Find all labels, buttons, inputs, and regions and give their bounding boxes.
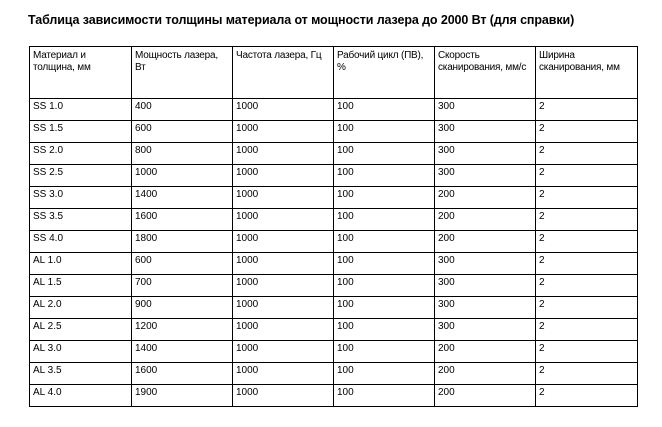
cell-laser-frequency: 1000 bbox=[233, 297, 334, 319]
cell-laser-power: 1400 bbox=[132, 341, 233, 363]
cell-scan-width: 2 bbox=[536, 209, 638, 231]
cell-scan-width: 2 bbox=[536, 187, 638, 209]
cell-laser-frequency: 1000 bbox=[233, 385, 334, 407]
cell-material: AL 3.5 bbox=[30, 363, 132, 385]
cell-duty-cycle: 100 bbox=[334, 121, 435, 143]
table-row bbox=[30, 341, 638, 363]
cell-laser-power: 600 bbox=[132, 121, 233, 143]
cell-duty-cycle: 100 bbox=[334, 319, 435, 341]
header-material: Материал и толщина, мм bbox=[30, 47, 132, 99]
cell-scan-width: 2 bbox=[536, 275, 638, 297]
header-row bbox=[30, 47, 638, 99]
cell-duty-cycle: 100 bbox=[334, 187, 435, 209]
table-row bbox=[30, 363, 638, 385]
cell-laser-frequency: 1000 bbox=[233, 341, 334, 363]
cell-scan-width: 2 bbox=[536, 319, 638, 341]
cell-scan-speed: 300 bbox=[435, 253, 536, 275]
cell-laser-power: 1600 bbox=[132, 209, 233, 231]
table-row bbox=[30, 231, 638, 253]
cell-scan-width: 2 bbox=[536, 363, 638, 385]
cell-duty-cycle: 100 bbox=[334, 341, 435, 363]
cell-laser-power: 1800 bbox=[132, 231, 233, 253]
cell-material: SS 1.5 bbox=[30, 121, 132, 143]
cell-laser-power: 900 bbox=[132, 297, 233, 319]
cell-scan-speed: 300 bbox=[435, 165, 536, 187]
cell-laser-power: 1200 bbox=[132, 319, 233, 341]
cell-material: AL 1.5 bbox=[30, 275, 132, 297]
cell-laser-frequency: 1000 bbox=[233, 275, 334, 297]
cell-laser-frequency: 1000 bbox=[233, 253, 334, 275]
table-row bbox=[30, 253, 638, 275]
cell-laser-power: 1900 bbox=[132, 385, 233, 407]
cell-duty-cycle: 100 bbox=[334, 165, 435, 187]
cell-laser-frequency: 1000 bbox=[233, 165, 334, 187]
cell-scan-width: 2 bbox=[536, 253, 638, 275]
cell-material: AL 2.5 bbox=[30, 319, 132, 341]
table-row bbox=[30, 385, 638, 407]
cell-material: AL 3.0 bbox=[30, 341, 132, 363]
cell-laser-power: 700 bbox=[132, 275, 233, 297]
cell-scan-speed: 300 bbox=[435, 143, 536, 165]
cell-laser-frequency: 1000 bbox=[233, 99, 334, 121]
cell-scan-speed: 300 bbox=[435, 275, 536, 297]
cell-laser-frequency: 1000 bbox=[233, 319, 334, 341]
cell-duty-cycle: 100 bbox=[334, 99, 435, 121]
cell-duty-cycle: 100 bbox=[334, 297, 435, 319]
cell-material: AL 2.0 bbox=[30, 297, 132, 319]
cell-laser-frequency: 1000 bbox=[233, 143, 334, 165]
cell-duty-cycle: 100 bbox=[334, 363, 435, 385]
table-title: Таблица зависимости толщины материала от мощности лазера до 2000 Вт (для справки) bbox=[28, 13, 575, 27]
cell-scan-speed: 200 bbox=[435, 363, 536, 385]
cell-laser-frequency: 1000 bbox=[233, 121, 334, 143]
cell-material: SS 3.0 bbox=[30, 187, 132, 209]
cell-laser-power: 400 bbox=[132, 99, 233, 121]
cell-laser-frequency: 1000 bbox=[233, 187, 334, 209]
cell-material: SS 2.0 bbox=[30, 143, 132, 165]
cell-laser-power: 1600 bbox=[132, 363, 233, 385]
cell-scan-width: 2 bbox=[536, 341, 638, 363]
table-row bbox=[30, 165, 638, 187]
cell-laser-frequency: 1000 bbox=[233, 209, 334, 231]
cell-scan-speed: 300 bbox=[435, 297, 536, 319]
header-duty-cycle: Рабочий цикл (ПВ), % bbox=[334, 47, 435, 99]
cell-scan-width: 2 bbox=[536, 99, 638, 121]
cell-scan-speed: 200 bbox=[435, 187, 536, 209]
header-scan-width: Ширина сканирования, мм bbox=[536, 47, 638, 99]
cell-scan-speed: 300 bbox=[435, 121, 536, 143]
cell-laser-power: 600 bbox=[132, 253, 233, 275]
cell-scan-width: 2 bbox=[536, 385, 638, 407]
cell-scan-speed: 300 bbox=[435, 319, 536, 341]
cell-scan-speed: 300 bbox=[435, 99, 536, 121]
cell-scan-speed: 200 bbox=[435, 341, 536, 363]
cell-duty-cycle: 100 bbox=[334, 275, 435, 297]
cell-scan-width: 2 bbox=[536, 143, 638, 165]
cell-laser-frequency: 1000 bbox=[233, 363, 334, 385]
table-row bbox=[30, 319, 638, 341]
cell-material: SS 3.5 bbox=[30, 209, 132, 231]
cell-laser-power: 1000 bbox=[132, 165, 233, 187]
laser-parameters-table bbox=[29, 46, 638, 407]
cell-laser-power: 800 bbox=[132, 143, 233, 165]
cell-duty-cycle: 100 bbox=[334, 253, 435, 275]
cell-scan-speed: 200 bbox=[435, 209, 536, 231]
table-row bbox=[30, 99, 638, 121]
header-scan-speed: Скорость сканирования, мм/с bbox=[435, 47, 536, 99]
cell-material: SS 2.5 bbox=[30, 165, 132, 187]
cell-material: SS 4.0 bbox=[30, 231, 132, 253]
table-row bbox=[30, 121, 638, 143]
header-laser-frequency: Частота лазера, Гц bbox=[233, 47, 334, 99]
cell-scan-width: 2 bbox=[536, 121, 638, 143]
table-row bbox=[30, 143, 638, 165]
cell-duty-cycle: 100 bbox=[334, 209, 435, 231]
table-row bbox=[30, 297, 638, 319]
cell-material: AL 1.0 bbox=[30, 253, 132, 275]
cell-duty-cycle: 100 bbox=[334, 231, 435, 253]
cell-material: SS 1.0 bbox=[30, 99, 132, 121]
cell-material: AL 4.0 bbox=[30, 385, 132, 407]
cell-scan-speed: 200 bbox=[435, 385, 536, 407]
cell-scan-width: 2 bbox=[536, 231, 638, 253]
cell-laser-frequency: 1000 bbox=[233, 231, 334, 253]
cell-scan-width: 2 bbox=[536, 297, 638, 319]
table-row bbox=[30, 209, 638, 231]
table-row bbox=[30, 275, 638, 297]
cell-duty-cycle: 100 bbox=[334, 385, 435, 407]
cell-scan-width: 2 bbox=[536, 165, 638, 187]
cell-laser-power: 1400 bbox=[132, 187, 233, 209]
table-body bbox=[30, 99, 638, 407]
cell-duty-cycle: 100 bbox=[334, 143, 435, 165]
cell-scan-speed: 200 bbox=[435, 231, 536, 253]
header-laser-power: Мощность лазера, Вт bbox=[132, 47, 233, 99]
table-row bbox=[30, 187, 638, 209]
